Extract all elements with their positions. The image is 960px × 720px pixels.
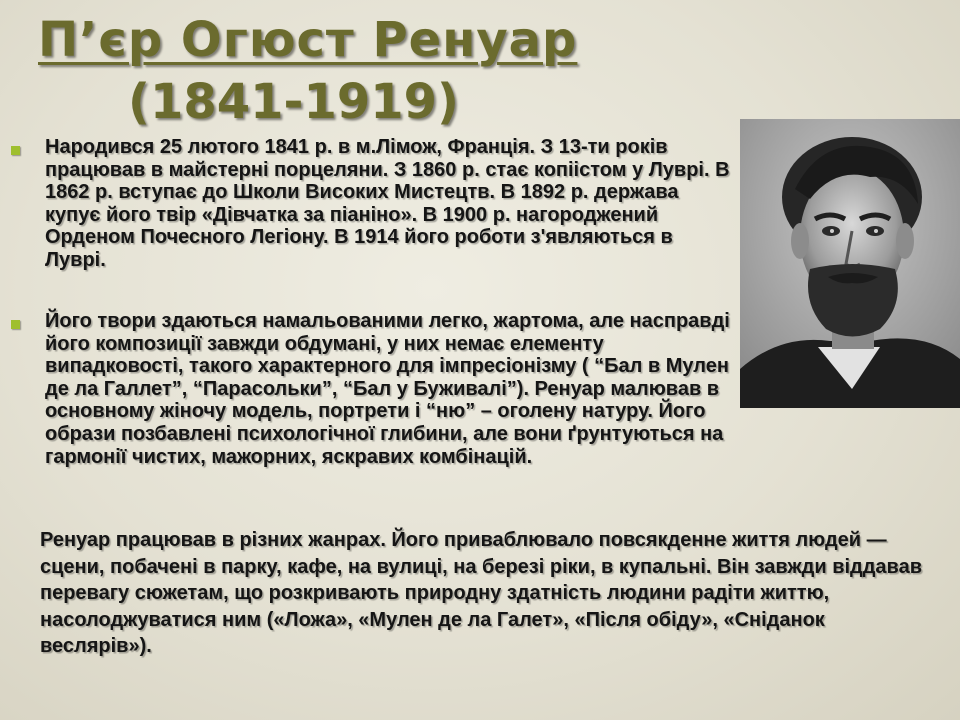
bullet-text: Народився 25 лютого 1841 р. в м.Лімож, Франція. З 13-ти років працював в майстерні порцеляни. З 1860 р. стає копіістом у Луврі. В 1862 р. вступає до Школи Високих Мистецтв. В 1892 р. держава купує його твір «Дівчатка за піаніно». В 1900 р. нагороджений Орденом Почесного Легіону. В 1914 його роботи з'являються в Луврі. (45, 136, 730, 271)
bullet-item (8, 310, 733, 468)
square-bullet-icon (11, 146, 20, 155)
slide-years: (1841-1919) (128, 74, 459, 130)
portrait-photo (740, 119, 960, 408)
bullet-item (8, 136, 733, 272)
portrait-illustration (740, 119, 960, 408)
slide-title: П’єр Огюст Ренуар (38, 12, 578, 68)
bullet-text: Його твори здаються намальованими легко, жартома, але насправді його композиції завжди обдумані, у них немає елементу випадковості, такого характерного для імпресіонізму ( “Бал в Мулен де ла Галлет”, “Парасольки”, “Бал у Буживалі”). Ренуар малював в основному жіночу модель, портрети і “ню” – оголену натуру. Його образи позбавлені психологічної глибини, але вони ґрунтуються на гармонії чистих, мажорних, яскравих комбінацій. (45, 310, 730, 468)
body-paragraph: Ренуар працював в різних жанрах. Його приваблювало повсякденне життя людей — сцени, побачені в парку, кафе, на вулиці, на березі ріки, в купальні. Він завжди віддавав перевагу сюжетам, що розкривають природну здатність людини радіти життю, насолоджуватися ним («Ложа», «Мулен де ла Галет», «Після обіду», «Сніданок веслярів»). (40, 529, 923, 657)
square-bullet-icon (11, 320, 20, 329)
